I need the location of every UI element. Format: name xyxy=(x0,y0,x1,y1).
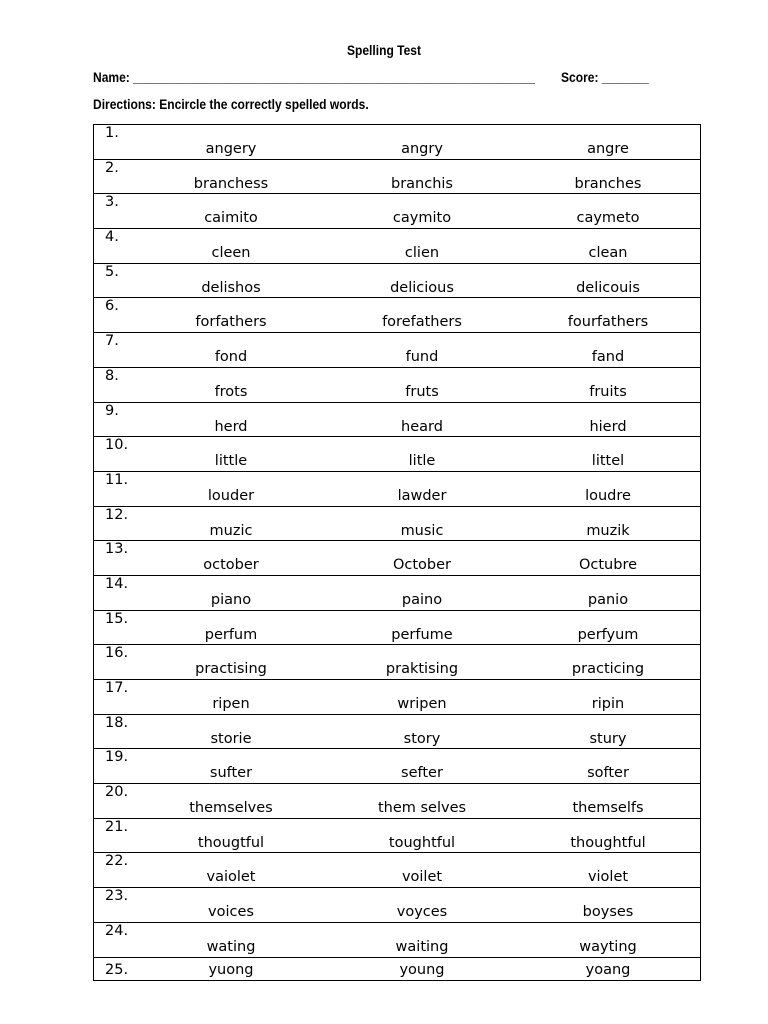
word-option[interactable]: clean xyxy=(588,245,628,262)
table-row xyxy=(94,194,700,229)
table-row xyxy=(94,923,700,958)
word-option[interactable]: delishos xyxy=(201,279,261,296)
item-number: 22. xyxy=(105,853,129,870)
name-line: Name: ____________________________________________________________ xyxy=(93,69,535,85)
word-option[interactable]: ripen xyxy=(212,696,250,712)
word-option[interactable]: them selves xyxy=(377,800,467,817)
word-option[interactable]: heard xyxy=(401,418,443,435)
word-option[interactable]: angry xyxy=(401,141,443,157)
word-option[interactable]: waiting xyxy=(395,938,449,955)
item-number: 1. xyxy=(105,125,119,141)
item-number: 20. xyxy=(105,784,129,801)
word-option[interactable]: storie xyxy=(210,730,252,747)
directions: Directions: Encircle the correctly spelled words. xyxy=(93,96,369,112)
item-number: 16. xyxy=(105,645,129,662)
table-row xyxy=(94,507,700,542)
word-option[interactable]: ripin xyxy=(591,696,625,712)
word-option[interactable]: fund xyxy=(405,349,439,366)
item-number: 6. xyxy=(105,298,119,315)
word-option[interactable]: branchess xyxy=(193,175,269,192)
table-row xyxy=(94,853,700,888)
table-row xyxy=(94,368,700,403)
word-option[interactable]: forfathers xyxy=(195,314,267,331)
word-option[interactable]: themselves xyxy=(189,800,273,817)
table-row xyxy=(94,749,700,784)
word-option[interactable]: october xyxy=(203,557,259,574)
item-number: 11. xyxy=(105,471,129,488)
word-option[interactable]: toughtful xyxy=(388,834,456,851)
word-option[interactable]: fruits xyxy=(589,383,627,400)
table-row xyxy=(94,819,700,854)
item-number: 17. xyxy=(105,680,129,696)
word-option[interactable]: Octubre xyxy=(578,557,638,574)
word-option[interactable]: voyces xyxy=(396,904,448,921)
table-row xyxy=(94,645,700,680)
table-row xyxy=(94,125,700,160)
item-number: 18. xyxy=(105,714,129,731)
word-option[interactable]: music xyxy=(400,522,444,539)
word-option[interactable]: perfum xyxy=(204,626,258,643)
table-row xyxy=(94,784,700,819)
word-option[interactable]: herd xyxy=(214,418,248,435)
word-option[interactable]: frots xyxy=(214,383,248,400)
word-option[interactable]: angery xyxy=(205,141,257,157)
word-option[interactable]: litle xyxy=(408,453,436,470)
word-option[interactable]: perfume xyxy=(391,626,453,643)
word-option[interactable]: stury xyxy=(589,730,627,747)
item-number: 19. xyxy=(105,749,129,766)
score-line: Score: _______ xyxy=(561,69,649,85)
table-row xyxy=(94,888,700,923)
word-option[interactable]: sufter xyxy=(209,765,253,782)
word-option[interactable]: themselfs xyxy=(572,800,644,817)
item-number: 7. xyxy=(105,333,119,350)
item-number: 3. xyxy=(105,194,119,211)
word-option[interactable]: louder xyxy=(207,487,255,504)
word-option[interactable]: littel xyxy=(591,453,625,470)
word-option[interactable]: boyses xyxy=(582,904,634,921)
page-title: Spelling Test xyxy=(346,42,422,58)
word-option[interactable]: perfyum xyxy=(577,626,639,643)
word-option[interactable]: little xyxy=(214,453,248,470)
word-option[interactable]: delicious xyxy=(390,279,454,296)
word-option[interactable]: muzik xyxy=(586,522,630,539)
item-number: 2. xyxy=(105,159,119,176)
item-number: 12. xyxy=(105,506,129,523)
table-row xyxy=(94,437,700,472)
item-number: 13. xyxy=(105,541,129,558)
item-number: 8. xyxy=(105,367,119,384)
word-option[interactable]: fruts xyxy=(405,383,439,400)
word-option[interactable]: branchis xyxy=(391,175,453,192)
word-option[interactable]: October xyxy=(392,557,452,574)
word-option[interactable]: story xyxy=(403,730,441,747)
item-number: 14. xyxy=(105,575,129,592)
word-option[interactable]: loudre xyxy=(585,487,631,504)
word-table xyxy=(93,124,701,981)
item-number: 15. xyxy=(105,610,129,627)
word-option[interactable]: hierd xyxy=(589,418,627,435)
table-row xyxy=(94,229,700,264)
item-number: 10. xyxy=(105,437,129,454)
word-option[interactable]: sefter xyxy=(401,765,443,782)
item-number: 9. xyxy=(105,402,119,419)
word-option[interactable]: fourfathers xyxy=(567,314,649,331)
table-row xyxy=(94,264,700,299)
item-number: 24. xyxy=(105,922,129,939)
word-option[interactable]: vaiolet xyxy=(206,869,256,886)
word-option[interactable]: clien xyxy=(404,245,440,262)
word-option[interactable]: praktising xyxy=(385,661,459,678)
word-option[interactable]: caymito xyxy=(392,210,452,227)
item-number: 5. xyxy=(105,263,119,280)
word-option[interactable]: fond xyxy=(214,349,248,366)
word-option[interactable]: violet xyxy=(587,869,629,886)
word-option[interactable]: young xyxy=(399,961,445,978)
word-option[interactable]: panio xyxy=(587,591,629,608)
word-option[interactable]: practicing xyxy=(571,661,645,678)
item-number: 25. xyxy=(105,961,129,978)
word-option[interactable]: forefathers xyxy=(382,314,462,331)
table-row xyxy=(94,715,700,750)
word-option[interactable]: softer xyxy=(587,765,629,782)
table-row xyxy=(94,298,700,333)
word-option[interactable]: caimito xyxy=(204,210,258,227)
table-row xyxy=(94,680,700,715)
table-row xyxy=(94,333,700,368)
table-row xyxy=(94,611,700,646)
word-option[interactable]: piano xyxy=(210,591,252,608)
word-option[interactable]: wayting xyxy=(579,938,637,955)
table-row xyxy=(94,576,700,611)
word-option[interactable]: fand xyxy=(591,349,625,366)
word-option[interactable]: thoughtful xyxy=(570,834,646,851)
item-number: 4. xyxy=(105,229,119,246)
table-row xyxy=(94,403,700,438)
word-option[interactable]: cleen xyxy=(211,245,251,262)
table-row xyxy=(94,472,700,507)
word-option[interactable]: paino xyxy=(401,591,443,608)
word-option[interactable]: muzic xyxy=(209,522,253,539)
word-option[interactable]: caymeto xyxy=(576,210,640,227)
word-option[interactable]: voices xyxy=(208,904,254,921)
word-option[interactable]: voilet xyxy=(401,869,443,886)
word-option[interactable]: practising xyxy=(195,661,267,678)
table-row xyxy=(94,160,700,195)
item-number: 23. xyxy=(105,888,129,905)
table-row xyxy=(94,541,700,576)
word-option[interactable]: angre xyxy=(587,141,629,157)
word-option[interactable]: branches xyxy=(574,175,642,192)
word-option[interactable]: wripen xyxy=(397,696,447,712)
table-row xyxy=(94,958,700,980)
word-option[interactable]: thougtful xyxy=(197,834,265,851)
word-option[interactable]: delicouis xyxy=(576,279,640,296)
item-number: 21. xyxy=(105,818,129,835)
word-option[interactable]: wating xyxy=(206,938,256,955)
word-option[interactable]: lawder xyxy=(397,487,447,504)
word-option[interactable]: yuong xyxy=(208,961,254,978)
word-option[interactable]: yoang xyxy=(585,961,631,978)
